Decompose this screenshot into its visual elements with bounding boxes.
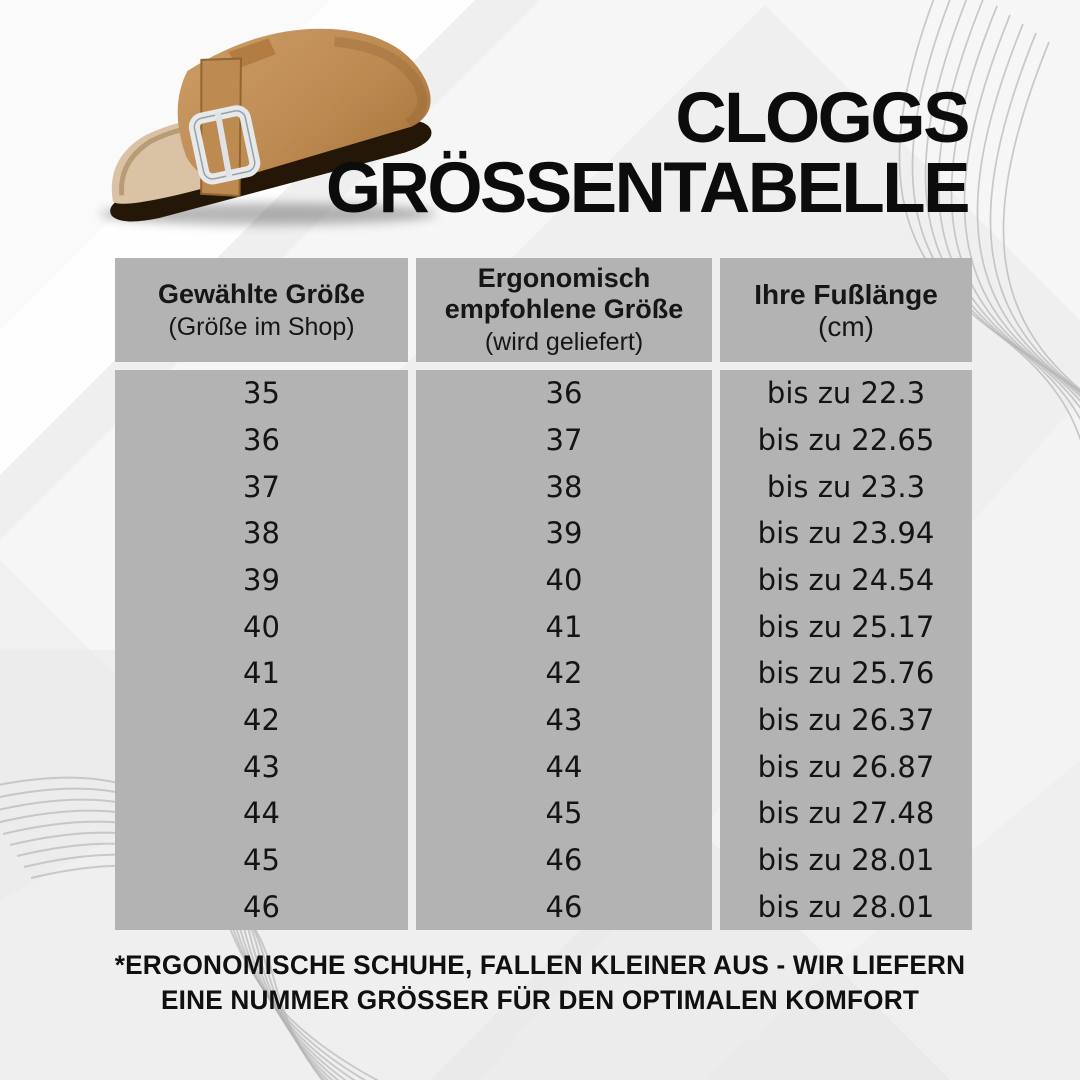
table-cell: 41 [545, 609, 583, 644]
table-cell: 39 [243, 563, 280, 598]
table-cell: bis zu 26.87 [757, 749, 935, 784]
table-cell: 37 [545, 423, 583, 457]
table-cell: 43 [243, 749, 280, 784]
table-cell: 46 [545, 843, 583, 878]
table-cell: 45 [243, 843, 280, 878]
column-header-recommended-size: Ergonomisch empfohlene Größe (wird geliefert) [416, 258, 712, 362]
table-cell: bis zu 28.01 [757, 843, 935, 878]
table-cell: bis zu 27.48 [757, 796, 935, 831]
table-cell: bis zu 28.01 [757, 889, 935, 924]
table-cell: 38 [243, 516, 280, 551]
table-cell: 36 [545, 376, 583, 411]
table-cell: 39 [545, 516, 583, 551]
table-cell: 45 [545, 796, 583, 831]
table-cell: 35 [243, 376, 280, 411]
page-title-line2: GRÖSSENTABELLE [325, 149, 968, 228]
table-cell: bis zu 22.3 [766, 376, 926, 411]
table-cell: 46 [545, 889, 583, 924]
column-header-foot-length: Ihre Fußlänge (cm) [720, 258, 972, 362]
table-cell: bis zu 23.94 [757, 516, 935, 551]
footnote [16, 948, 1064, 1018]
column-header-selected-size: Gewählte Größe (Größe im Shop) [115, 258, 408, 362]
column-body-recommended-size [416, 370, 712, 930]
page-title-line1: CLOGGS [675, 79, 968, 158]
footnote-line2: EINE NUMMER GRÖSSER FÜR DEN OPTIMALEN KOMFORT [160, 985, 920, 1015]
table-cell: 42 [545, 656, 583, 691]
page-title [325, 79, 968, 228]
table-cell: 41 [243, 656, 280, 691]
table-cell: bis zu 24.54 [757, 563, 935, 598]
table-cell: 37 [243, 469, 280, 504]
column-body-foot-length [720, 370, 972, 930]
table-cell: bis zu 22.65 [757, 423, 935, 457]
table-cell: bis zu 25.17 [757, 609, 935, 644]
table-cell: bis zu 23.3 [766, 469, 926, 504]
table-cell: bis zu 25.76 [757, 656, 935, 691]
table-cell: 38 [545, 469, 583, 504]
size-table [115, 258, 972, 930]
table-cell: 43 [545, 703, 583, 738]
table-cell: 42 [243, 703, 280, 738]
table-cell: 46 [243, 889, 280, 924]
footnote-line1: *ERGONOMISCHE SCHUHE, FALLEN KLEINER AUS - WIR LIEFERN [114, 950, 966, 980]
table-cell: 44 [545, 749, 583, 784]
table-cell: 40 [243, 609, 280, 644]
table-cell: bis zu 26.37 [757, 703, 935, 738]
table-cell: 44 [243, 796, 280, 831]
table-cell: 36 [243, 423, 280, 457]
table-cell: 40 [545, 563, 583, 598]
column-body-selected-size [115, 370, 408, 930]
